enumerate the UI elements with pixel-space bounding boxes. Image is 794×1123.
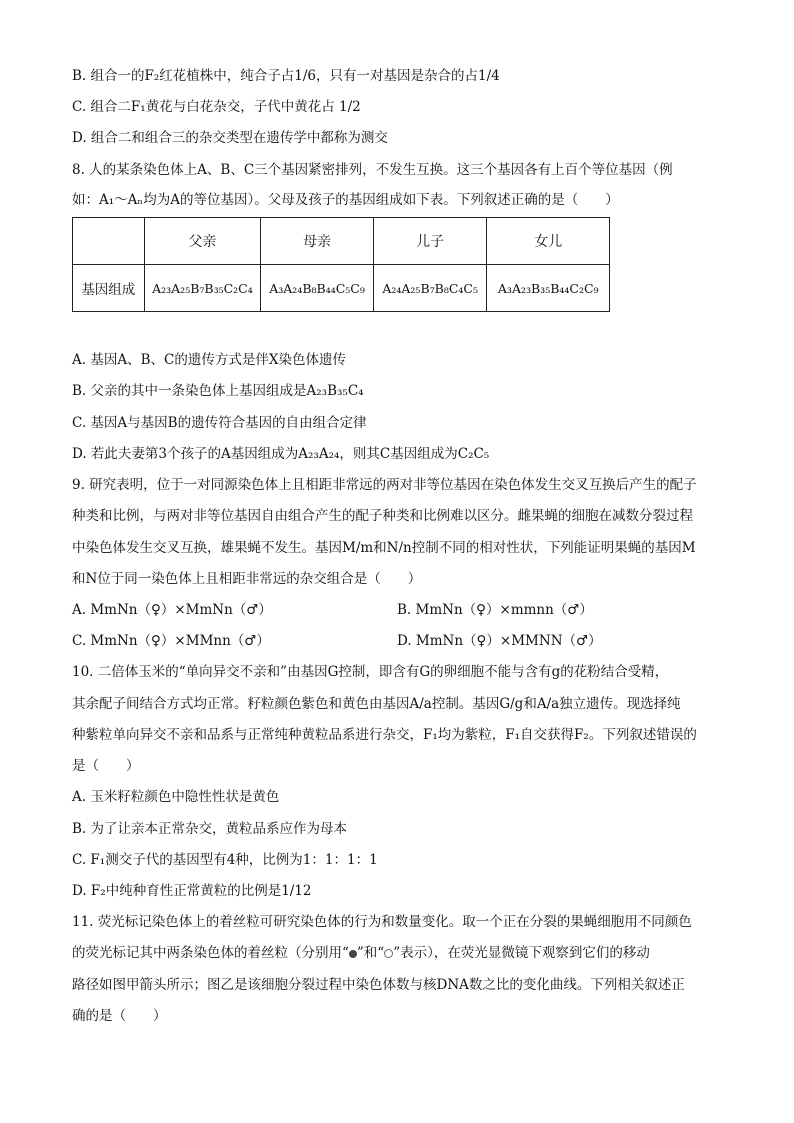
q9-option-b: B. MmNn（♀）×mmnn（♂） xyxy=(397,602,593,618)
q7-option-c: C. 组合二F₁黄花与白花杂交，子代中黄花占 1/2 xyxy=(72,99,361,115)
q10-option-b: B. 为了让亲本正常杂交，黄粒品系应作为母本 xyxy=(72,821,348,837)
q8-option-a: A. 基因A、B、C的遗传方式是伴X染色体遗传 xyxy=(72,352,346,368)
q11-line2-part-c: ”表示），在荧光显微镜下观察到它们的移动 xyxy=(393,945,650,961)
gene-table-cell-daughter: A₃A₂₃B₃₅B₄₄C₂C₉ xyxy=(487,265,610,312)
q11-line2-part-b: ”和“ xyxy=(356,945,385,961)
q8-stem-line2: 如：A₁～Aₙ均为A的等位基因）。父母及孩子的基因组成如下表。下列叙述正确的是（ ） xyxy=(72,192,619,208)
gene-table-cell-son: A₂₄A₂₅B₇B₈C₄C₅ xyxy=(373,265,487,312)
q10-option-a: A. 玉米籽粒颜色中隐性性状是黄色 xyxy=(72,789,280,805)
q7-option-b: B. 组合一的F₂红花植株中，纯合子占1/6，只有一对基因是杂合的占1/4 xyxy=(72,68,500,84)
gene-table-row-label: 基因组成 xyxy=(73,265,145,312)
q9-stem-line2: 种类和比例，与两对非等位基因自由组合产生的配子种类和比例难以区分。雌果蝇的细胞在减数分裂过程 xyxy=(72,508,693,524)
q9-stem-line1: 9. 研究表明，位于一对同源染色体上且相距非常远的两对非等位基因在染色体发生交叉互换后产生的配子 xyxy=(72,477,697,493)
q8-option-d: D. 若此夫妻第3个孩子的A基因组成为A₂₃A₂₄，则其C基因组成为C₂C₅ xyxy=(72,446,490,462)
gene-table-header-mother: 母亲 xyxy=(261,218,374,265)
q10-stem-line2: 其余配子间结合方式均正常。籽粒颜色紫色和黄色由基因A/a控制。基因G/g和A/a独立遗传。现选择纯 xyxy=(72,696,681,712)
gene-table-header-blank xyxy=(73,218,145,265)
q9-option-a: A. MmNn（♀）×MmNn（♂） xyxy=(72,602,272,618)
filled-dot-icon xyxy=(349,950,357,958)
q7-option-d: D. 组合二和组合三的杂交类型在遗传学中都称为测交 xyxy=(72,130,388,146)
q11-stem-line4: 确的是（ ） xyxy=(72,1008,167,1024)
gene-table xyxy=(72,217,610,312)
q11-stem-line1: 11. 荧光标记染色体上的着丝粒可研究染色体的行为和数量变化。取一个正在分裂的果蝇细胞用不同颜色 xyxy=(72,914,692,930)
q8-stem-line1: 8. 人的某条染色体上A、B、C三个基因紧密排列，不发生互换。这三个基因各有上百个等位基因（例 xyxy=(72,162,673,178)
hollow-dot-icon xyxy=(384,949,393,958)
gene-table-header-row xyxy=(73,218,610,265)
q10-option-c: C. F₁测交子代的基因型有4种，比例为1：1：1：1 xyxy=(72,852,378,868)
q11-stem-line3: 路径如图甲箭头所示；图乙是该细胞分裂过程中染色体数与核DNA数之比的变化曲线。下列相关叙述正 xyxy=(72,977,685,993)
gene-table-header-son: 儿子 xyxy=(373,218,487,265)
q9-option-c: C. MmNn（♀）×MMnn（♂） xyxy=(72,633,270,649)
gene-table-row xyxy=(73,265,610,312)
q9-stem-line3: 中染色体发生交叉互换，雄果蝇不发生。基因M/m和N/n控制不同的相对性状，下列能证明果蝇的基因M xyxy=(72,540,696,556)
q10-stem-line3: 种紫粒单向异交不亲和品系与正常纯种黄粒品系进行杂交，F₁均为紫粒，F₁自交获得F₂。下列叙述错误的 xyxy=(72,727,697,743)
gene-table-cell-father: A₂₃A₂₅B₇B₃₅C₂C₄ xyxy=(144,265,261,312)
gene-table-header-father: 父亲 xyxy=(144,218,261,265)
gene-table-header-daughter: 女儿 xyxy=(487,218,610,265)
q8-option-c: C. 基因A与基因B的遗传符合基因的自由组合定律 xyxy=(72,415,367,431)
q10-option-d: D. F₂中纯种育性正常黄粒的比例是1/12 xyxy=(72,883,312,899)
q11-line2-part-a: 的荧光标记其中两条染色体的着丝粒（分别用“ xyxy=(72,945,349,961)
q9-stem-line4: 和N位于同一染色体上且相距非常远的杂交组合是（ ） xyxy=(72,571,422,587)
q8-option-b: B. 父亲的其中一条染色体上基因组成是A₂₃B₃₅C₄ xyxy=(72,383,364,399)
gene-table-cell-mother: A₃A₂₄B₈B₄₄C₅C₉ xyxy=(261,265,374,312)
q11-stem-line2 xyxy=(72,943,732,963)
q9-option-d: D. MmNn（♀）×MMNN（♂） xyxy=(397,633,602,649)
q10-stem-line1: 10. 二倍体玉米的“单向异交不亲和”由基因G控制，即含有G的卵细胞不能与含有g的花粉结合受精， xyxy=(72,664,669,680)
q10-stem-line4: 是（ ） xyxy=(72,758,140,774)
